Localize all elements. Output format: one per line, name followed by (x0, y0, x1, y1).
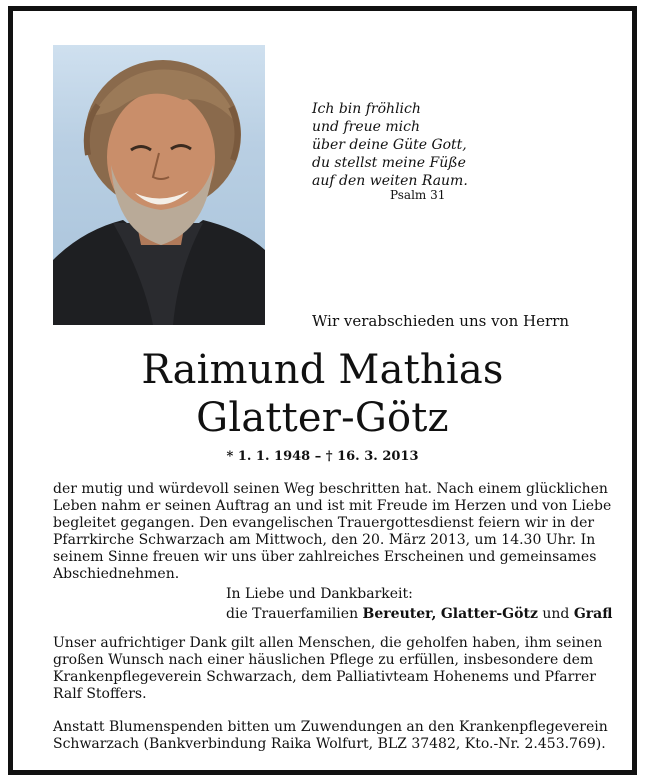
families-line (226, 604, 612, 624)
portrait-photo (53, 45, 265, 325)
paragraph-line: Anstatt Blumenspenden bitten um Zuwendungen an den Krankenpflegeverein (53, 719, 608, 735)
closing-line: In Liebe und Dankbarkeit: (226, 586, 413, 602)
paragraph-line: begleitet gegangen. Den evangelischen Trauergottesdienst feiern wir in der (53, 515, 595, 531)
psalm-line: und freue mich (312, 119, 420, 135)
paragraph-line: Ralf Stoffers. (53, 686, 147, 702)
psalm-line: auf den weiten Raum. (312, 173, 468, 189)
psalm-reference: Psalm 31 (390, 188, 446, 202)
donation-paragraph (53, 719, 608, 753)
paragraph-line: Krankenpflegeverein Schwarzach, dem Palliativteam Hohenems und Pfarrer (53, 669, 596, 685)
family-name-grafl: Grafl (573, 606, 613, 622)
main-paragraph (53, 481, 612, 583)
paragraph-line: Pfarrkirche Schwarzach am Mittwoch, den 20. März 2013, um 14.30 Uhr. In (53, 532, 596, 548)
farewell-intro: Wir verabschieden uns von Herrn (312, 312, 569, 330)
life-dates: * 1. 1. 1948 – † 16. 3. 2013 (226, 449, 419, 464)
psalm-quote (312, 100, 472, 190)
paragraph-line: der mutig und würdevoll seinen Weg beschritten hat. Nach einem glücklichen (53, 481, 608, 497)
family-name-glatter-goetz: Glatter-Götz (440, 606, 538, 622)
psalm-line: über deine Güte Gott, (312, 137, 467, 153)
psalm-line: Ich bin fröhlich (312, 101, 421, 117)
psalm-line: du stellst meine Füße (312, 155, 466, 171)
paragraph-line: großen Wunsch nach einer häuslichen Pflege zu erfüllen, insbesondere dem (53, 652, 594, 668)
thanks-paragraph (53, 635, 603, 703)
deceased-name-first: Raimund Mathias (141, 347, 504, 393)
paragraph-line: seinem Sinne freuen wir uns über zahlreiches Erscheinen und gemeinsames (53, 549, 597, 565)
families-prefix: die Trauerfamilien (226, 606, 359, 622)
paragraph-line: Leben nahm er seinen Auftrag an und ist mit Freude im Herzen und von Liebe (53, 498, 612, 514)
paragraph-line: Unser aufrichtiger Dank gilt allen Menschen, die geholfen haben, ihm seinen (53, 635, 603, 651)
paragraph-line: Abschiednehmen. (53, 566, 180, 582)
family-name-bereuter: Bereuter, (362, 606, 437, 622)
deceased-name-last: Glatter-Götz (196, 395, 449, 441)
families-connector: und (542, 606, 570, 622)
paragraph-line: Schwarzach (Bankverbindung Raika Wolfurt, BLZ 37482, Kto.-Nr. 2.453.769). (53, 736, 606, 752)
closing-signature (226, 584, 612, 624)
